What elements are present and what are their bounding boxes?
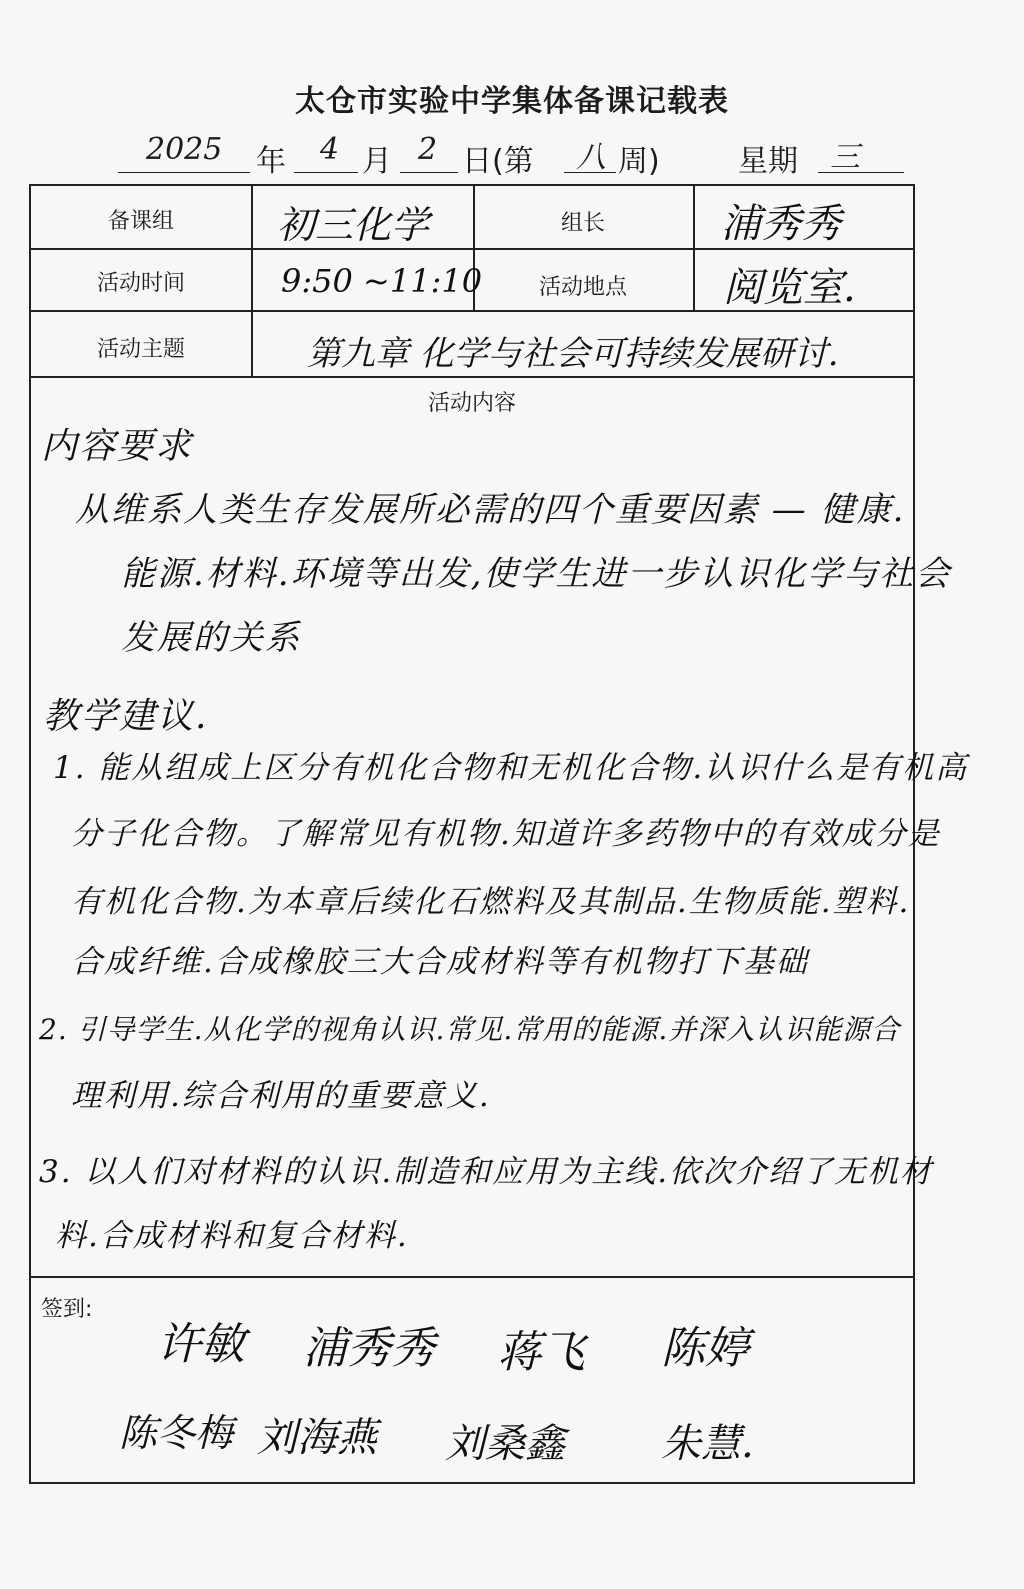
year-label: 年 [256, 144, 286, 179]
requirements-line: 从维系人类生存发展所必需的四个重要因素 — 健康. [75, 490, 906, 530]
topic-label: 活动主题 [96, 337, 185, 362]
weekday-value: 三 [830, 140, 860, 175]
requirements-line: 能源.材料.环境等出发,使学生进一步认识化学与社会 [121, 554, 952, 594]
suggestion-line: 2. 引导学生.从化学的视角认识.常见.常用的能源.并深入认识能源合 [39, 1013, 901, 1046]
signature: 许敏 [157, 1319, 245, 1370]
suggestion-line: 1. 能从组成上区分有机化合物和无机化合物.认识什么是有机高 [53, 750, 969, 786]
suggestion-line: 理利用.综合利用的重要意义. [71, 1078, 491, 1114]
signature: 蒋飞 [497, 1327, 585, 1378]
suggestion-line: 分子化合物。了解常见有机物.知道许多药物中的有效成分是 [71, 816, 941, 852]
requirements-line: 发展的关系 [121, 618, 301, 658]
record-table [29, 184, 969, 1484]
weekday-label: 星期 [738, 144, 798, 179]
time-value: 9:50 ~11:10 [281, 262, 483, 300]
signature: 朱慧. [661, 1421, 754, 1467]
week-label: 周) [618, 144, 660, 179]
day-value: 2 [418, 132, 438, 167]
signature: 浦秀秀 [303, 1323, 435, 1374]
place-label: 活动地点 [538, 275, 627, 300]
date-line [118, 132, 918, 179]
place-value: 阅览室. [723, 265, 856, 311]
suggestion-line: 合成纤维.合成橡胶三大合成材料等有机物打下基础 [71, 944, 809, 980]
week-value: 八 [576, 140, 606, 175]
signature: 陈婷 [661, 1323, 749, 1374]
signature: 刘海燕 [257, 1415, 377, 1461]
day-label: 日(第 [462, 144, 534, 179]
signature: 刘桑鑫 [445, 1421, 565, 1467]
requirements-heading: 内容要求 [41, 426, 194, 467]
month-label: 月 [362, 144, 392, 179]
form-title: 太仓市实验中学集体备课记载表 [295, 84, 729, 119]
signin-label: 签到: [41, 1297, 93, 1322]
month-value: 4 [320, 132, 340, 167]
content-header: 活动内容 [427, 391, 516, 416]
suggestion-line: 料.合成材料和复合材料. [55, 1218, 409, 1254]
leader-label: 组长 [560, 211, 605, 236]
time-label: 活动时间 [96, 271, 185, 296]
suggestions-heading: 教学建议. [43, 696, 209, 737]
year-value: 2025 [146, 132, 223, 167]
group-value: 初三化学 [277, 203, 430, 247]
suggestion-line: 有机化合物.为本章后续化石燃料及其制品.生物质能.塑料. [71, 884, 911, 920]
signature: 陈冬梅 [119, 1411, 234, 1455]
topic-value: 第九章 化学与社会可持续发展研讨. [307, 334, 839, 374]
group-label: 备课组 [107, 209, 174, 234]
suggestion-line: 3. 以人们对材料的认识.制造和应用为主线.依次介绍了无机材 [39, 1154, 934, 1190]
leader-value: 浦秀秀 [721, 201, 841, 247]
